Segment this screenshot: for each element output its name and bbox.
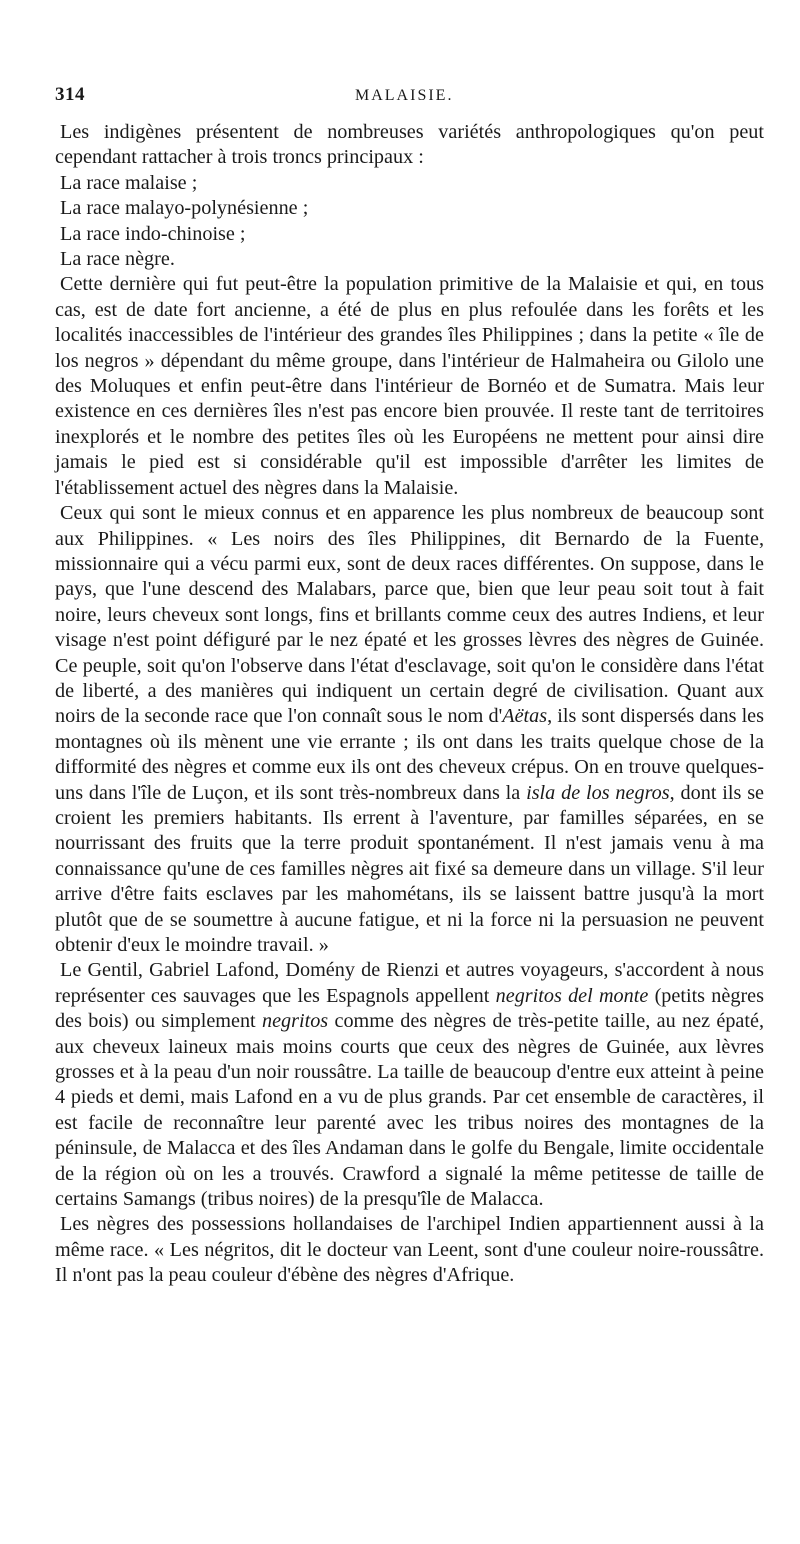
book-page (55, 84, 764, 1289)
race-list-item: La race nègre. (60, 248, 175, 271)
intro-paragraph: Les indigènes présentent de nombreuses variétés anthropologiques qu'on peut cependant rattacher à trois troncs principaux : (55, 121, 764, 169)
text-segment: , dont ils se croient les premiers habitants. Ils errent à l'aventure, par familles séparées, en se nourrissant des fruits que la terre produit spontanément. Il n'est jamais venu à ma connaissance qu'une de ces familles nègres ait fixé sa demeure dans un village. S'il leur arrive d'être faits esclaves par les mahométans, ils se laissent battre jusqu'à la mort plutôt que de se soumettre à aucune fatigue, et ni la force ni la persuasion ne peuvent obtenir d'eux le moindre travail. » (55, 781, 765, 956)
paragraph-philippines (55, 501, 764, 958)
race-list-item: La race malayo-polynésienne ; (60, 197, 309, 220)
text-segment: (petits nègres des bois) ou simplement (55, 984, 764, 1033)
paragraph-gentil (55, 958, 764, 1212)
text-segment: Ceux qui sont le mieux connus et en apparence les plus nombreux de beaucoup sont aux Philippines. « Les noirs des îles Philippines, dit Bernardo de la Fuente, missionnaire qui a vécu parmi eux, sont de deux races différentes. On suppose, dans le pays, que l'une descend des Malabars, parce que, bien que leur peau soit tout à fait noire, leurs cheveux sont longs, fins et brillants comme ceux des autres Indiens, et leur visage n'est point défiguré par le nez épaté et les grosses lèvres des nègres de Guinée. Ce peuple, soit qu'on l'observe dans l'état d'esclavage, soit qu'on le considère dans l'état de liberté, a des manières qui indiquent un certain degré de civilisation. Quant aux noirs de la seconde race que l'on connaît sous le nom d' (55, 502, 764, 728)
italic-term-negritos: negritos (261, 1010, 329, 1033)
running-title: MALAISIE. (355, 87, 454, 104)
italic-term-isla: isla de los negros (526, 781, 670, 804)
text-segment: , ils sont dispersés dans les montagnes où ils mènent une vie errante ; ils ont dans les traits quelque chose de la difformité des nègres et comme eux ils ont des cheveux crépus. On en trouve quelques-uns dans l'île de Luçon, et ils sont très-nombreux dans la (55, 705, 764, 804)
paragraph-hollandaises: Les nègres des possessions hollandaises de l'archipel Indien appartiennent aussi à la même race. « Les négritos, dit le docteur van Leent, sont d'une couleur noire-roussâtre. Il n'ont pas la peau couleur d'ébène des nègres d'Afrique. (55, 1213, 764, 1287)
race-list-item: La race indo-chinoise ; (60, 222, 246, 245)
race-list-item: La race malaise ; (60, 171, 198, 194)
page-number: 314 (55, 84, 85, 105)
page-header (55, 84, 764, 120)
italic-term-aetas: Aëtas (502, 705, 548, 728)
text-segment: comme des nègres de très-petite taille, au nez épaté, aux cheveux laineux mais moins courts que ceux des nègres de Guinée, aux lèvres grosses et à la peau d'un noir roussâtre. La taille de beaucoup d'entre eux atteint à peine 4 pieds et demi, mais Lafond en a vu de plus grands. Par cet ensemble de caractères, il est facile de reconnaître leur parenté avec les tribus noires des montagnes de la péninsule, de Malacca et des îles Andaman dans le golfe du Bengale, limite occidentale de la région où on les a trouvés. Crawford a signalé la même petitesse de taille de certains Samangs (tribus noires) de la presqu'île de Malacca. (55, 1010, 764, 1211)
paragraph-derniere: Cette dernière qui fut peut-être la population primitive de la Malaisie et qui, en tous cas, est de date fort ancienne, a été de plus en plus refoulée dans les forêts et les localités inaccessibles de l'intérieur des grandes îles Philippines ; dans la petite « île de los negros » dépendant du même groupe, dans l'intérieur de Halmaheira ou Gilolo une des Moluques et enfin peut-être dans l'intérieur de Bornéo et de Sumatra. Mais leur existence en ces dernières îles n'est pas encore bien prouvée. Il reste tant de territoires inexplorés et le nombre des petites îles où les Européens ne mettent pour ainsi dire jamais le pied est si considérable qu'il est impossible d'arrêter les limites de l'établissement actuel des nègres dans la Malaisie. (55, 273, 764, 499)
italic-term-negritos-monte: negritos del monte (495, 984, 649, 1007)
text-segment: Le Gentil, Gabriel Lafond, Domény de Rienzi et autres voyageurs, s'accordent à nous représenter ces sauvages que les Espagnols appellent (55, 959, 764, 1007)
